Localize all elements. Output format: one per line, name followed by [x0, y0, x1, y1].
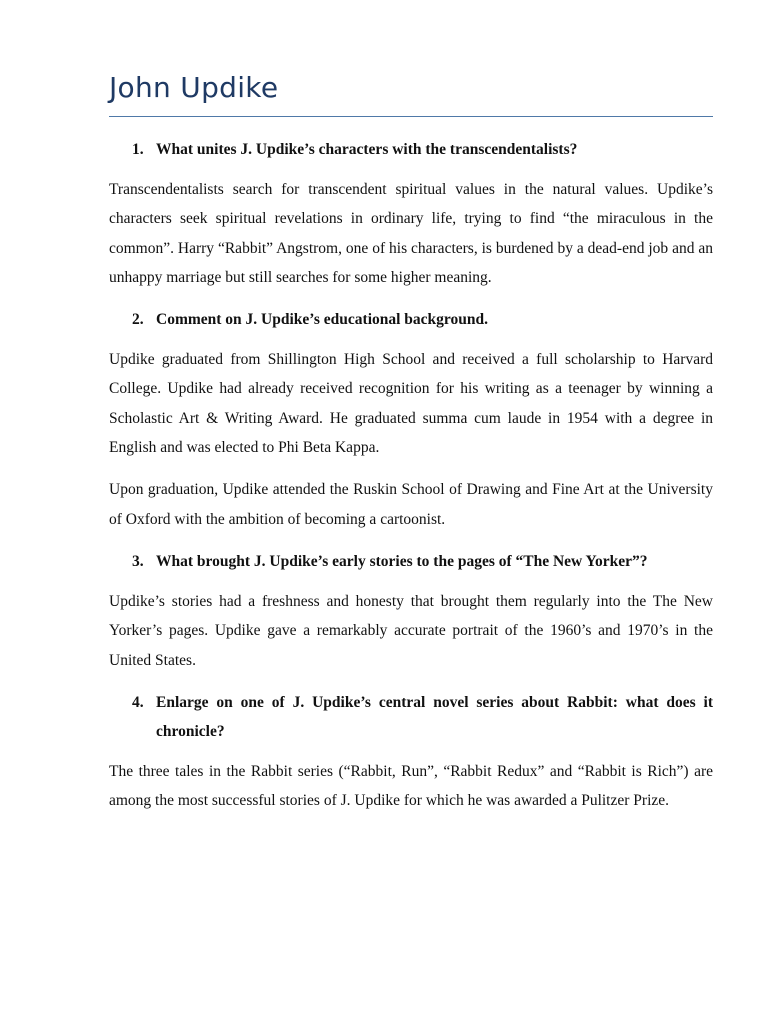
question-2: [109, 305, 713, 334]
answer-paragraph: Upon graduation, Updike attended the Ruskin School of Drawing and Fine Art at the University of Oxford with the ambition of becoming a cartoonist.: [109, 481, 713, 528]
question-text: Comment on J. Updike’s educational background.: [156, 311, 489, 329]
question-4: [109, 688, 713, 746]
question-text: What unites J. Updike’s characters with the transcendentalists?: [156, 141, 578, 158]
answer-paragraph: The three tales in the Rabbit series (“Rabbit, Run”, “Rabbit Redux” and “Rabbit is Rich”) are among the most successful stories of J. Updike for which he was awarded a Pulitzer Prize.: [109, 762, 713, 810]
answer-paragraph: Transcendentalists search for transcendent spiritual values in the natural values. Updike’s characters seek spiritual revelations in ordinary life, trying to find “the miraculous in the common”. Harry “Rabbit” Angstrom, one of his characters, is burdened by a dead-end job and an unhappy marriage but still searches for some higher meaning.: [109, 181, 713, 286]
question-3: [109, 547, 713, 576]
question-1: [109, 135, 713, 164]
question-number: 1.: [132, 141, 144, 158]
title-divider: [109, 116, 713, 117]
question-text: Enlarge on one of J. Updike’s central novel series about Rabbit: what does it chronicle?: [156, 693, 713, 740]
question-number: 4.: [132, 693, 144, 711]
question-number: 3.: [132, 552, 144, 570]
answer-paragraph: Updike graduated from Shillington High School and received a full scholarship to Harvard College. Updike had already received recognition for his writing as a teenager by winning a Scholastic Art & Writing Award. He graduated summa cum laude in 1954 with a degree in English and was elected to Phi Beta Kappa.: [109, 351, 713, 457]
question-number: 2.: [132, 311, 144, 329]
question-text: What brought J. Updike’s early stories to the pages of “The New Yorker”?: [156, 552, 648, 570]
document-page: [109, 68, 713, 828]
document-title: John Updike: [109, 71, 279, 104]
answer-paragraph: Updike’s stories had a freshness and honesty that brought them regularly into the The New Yorker’s pages. Updike gave a remarkably accurate portrait of the 1960’s and 1970’s in the United States.: [109, 592, 713, 669]
